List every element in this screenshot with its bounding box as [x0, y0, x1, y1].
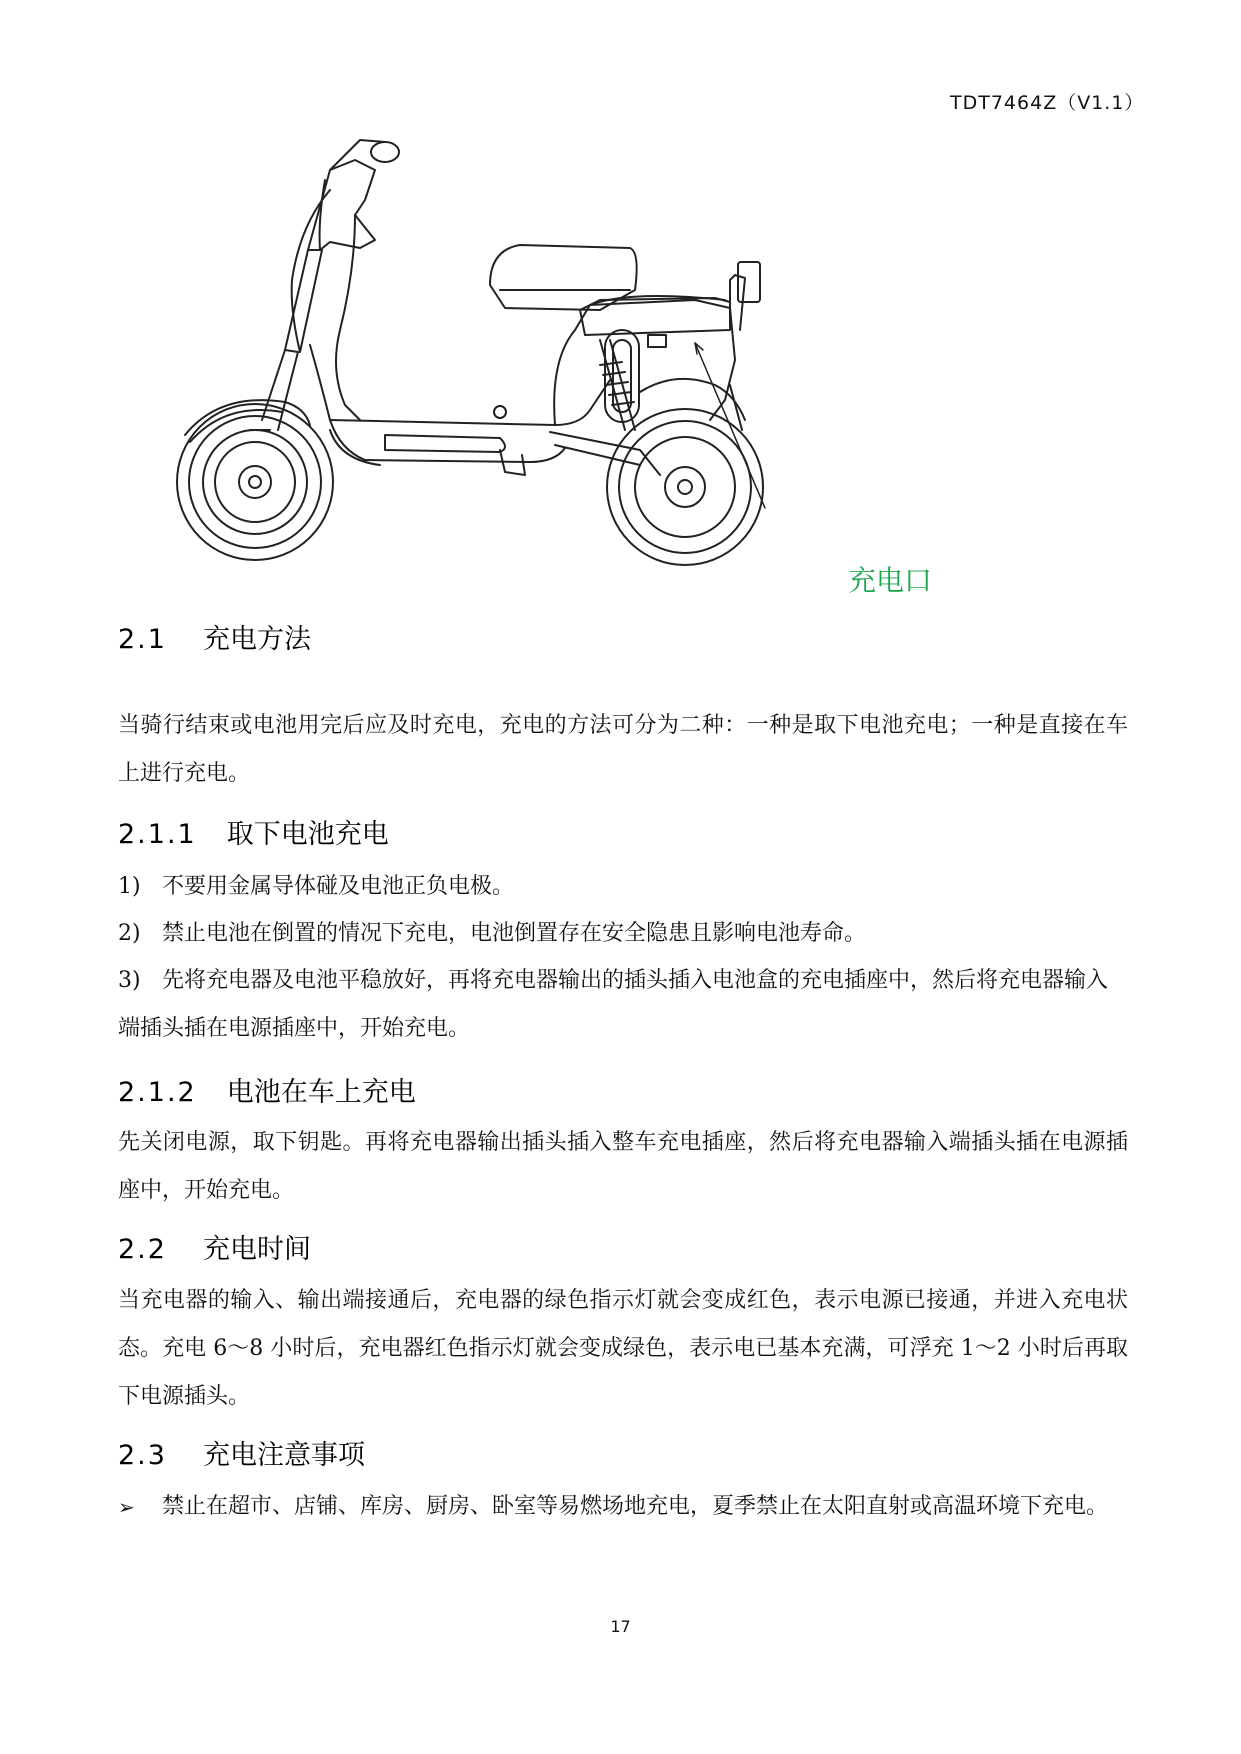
section-title: 充电方法 — [202, 624, 311, 655]
section-number: 2.1 — [118, 624, 167, 655]
section-title: 充电时间 — [202, 1234, 311, 1265]
section-body-2-1: 当骑行结束或电池用完后应及时充电，充电的方法可分为二种：一种是取下电池充电；一种是直接在车上进行充电。 — [118, 713, 1128, 786]
arrow-bullet-icon: ➢ — [118, 1495, 135, 1519]
section-body-2-1-2: 先关闭电源，取下钥匙。再将充电器输出插头插入整车充电插座，然后将充电器输入端插头插在电源插座中，开始充电。 — [118, 1130, 1128, 1203]
front-wheel — [177, 404, 333, 560]
list-item-number: 3) — [118, 968, 141, 993]
section-heading-2-1 — [118, 617, 311, 656]
section-heading-2-1-1 — [118, 812, 389, 851]
section-number: 2.1.1 — [118, 819, 197, 850]
bullet-text: 禁止在超市、店铺、库房、厨房、卧室等易燃场地充电，夏季禁止在太阳直射或高温环境下充电。 — [162, 1494, 1109, 1519]
document-code: TDT7464Z（V1.1） — [950, 92, 1145, 114]
section-number: 2.3 — [118, 1440, 167, 1471]
section-heading-2-1-2 — [118, 1070, 416, 1109]
list-item-number: 2) — [118, 921, 141, 946]
list-item — [118, 910, 1128, 958]
section-title: 充电注意事项 — [202, 1440, 365, 1471]
list-item-text: 禁止电池在倒置的情况下充电，电池倒置存在安全隐患且影响电池寿命。 — [162, 921, 867, 946]
list-item-text: 先将充电器及电池平稳放好，再将充电器输出的插头插入电池盒的充电插座中，然后将充电器输入端插头插在电源插座中，开始充电。 — [118, 968, 1109, 1041]
section-title: 取下电池充电 — [226, 819, 389, 850]
page-number: 17 — [610, 1617, 631, 1636]
list-item — [118, 957, 1128, 1053]
list-item-text: 不要用金属导体碰及电池正负电极。 — [162, 874, 515, 899]
rear-wheel — [607, 409, 763, 565]
section-heading-2-2 — [118, 1227, 311, 1266]
bullet-item — [118, 1483, 1128, 1531]
section-number: 2.1.2 — [118, 1077, 197, 1108]
section-heading-2-3 — [118, 1433, 365, 1472]
list-item — [118, 863, 1128, 911]
section-title: 电池在车上充电 — [226, 1077, 416, 1108]
section-body-2-2: 当充电器的输入、输出端接通后，充电器的绿色指示灯就会变成红色，表示电源已接通，并进入充电状态。充电 6～8 小时后，充电器红色指示灯就会变成绿色，表示电已基本充满，可浮充 1～2 小时后再取下电源插头。 — [118, 1288, 1128, 1409]
section-number: 2.2 — [118, 1234, 167, 1265]
list-item-number: 1) — [118, 874, 141, 899]
scooter-illustration — [170, 130, 960, 600]
charge-port-label: 充电口 — [848, 564, 933, 597]
